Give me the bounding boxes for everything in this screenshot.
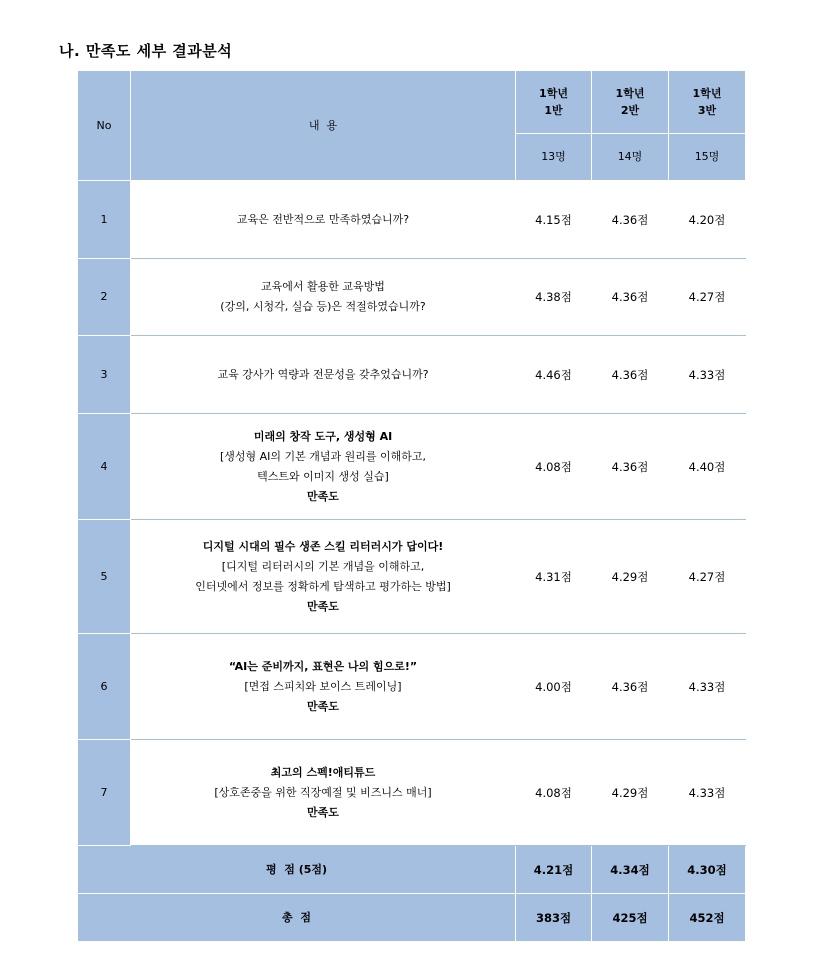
score-cell: 4.33점 <box>669 740 746 846</box>
score-cell: 4.20점 <box>669 181 746 259</box>
row-content <box>131 634 516 740</box>
row-title: “AI는 준비까지, 표현은 나의 힘으로!” <box>228 659 418 673</box>
row-suffix: 만족도 <box>307 489 339 503</box>
total-row-score: 383점 <box>516 894 592 942</box>
average-row-label: 평 점 (5점) <box>78 846 516 894</box>
row-description-line: [디지털 리터러시의 기본 개념을 이해하고, <box>221 559 425 573</box>
header-row <box>78 71 746 134</box>
row-description-line: 교육에서 활용한 교육방법 <box>261 280 385 293</box>
average-row-score: 4.30점 <box>669 846 746 894</box>
header-class-2-class: 2반 <box>620 104 640 117</box>
row-number: 2 <box>78 259 131 336</box>
row-content <box>131 740 516 846</box>
row-number: 4 <box>78 414 131 520</box>
score-cell: 4.40점 <box>669 414 746 520</box>
row-content <box>131 336 516 414</box>
table-row <box>78 414 746 520</box>
row-title: 미래의 창작 도구, 생성형 AI <box>253 429 393 443</box>
row-number: 7 <box>78 740 131 846</box>
table-row <box>78 181 746 259</box>
header-no: No <box>78 71 131 181</box>
header-class-1-grade: 1학년 <box>539 87 568 100</box>
row-description-line: 텍스트와 이미지 생성 실습] <box>257 469 389 483</box>
score-cell: 4.36점 <box>592 414 669 520</box>
row-description-line: [면접 스피치와 보이스 트레이닝] <box>244 679 402 693</box>
score-cell: 4.36점 <box>592 634 669 740</box>
score-cell: 4.29점 <box>592 740 669 846</box>
table-row <box>78 634 746 740</box>
row-suffix: 만족도 <box>307 805 339 819</box>
header-class-1 <box>516 71 592 134</box>
score-cell: 4.33점 <box>669 336 746 414</box>
row-title: 최고의 스펙!애티튜드 <box>270 765 376 779</box>
row-content <box>131 181 516 259</box>
score-cell: 4.36점 <box>592 259 669 336</box>
header-class-3 <box>669 71 746 134</box>
table-row <box>78 740 746 846</box>
row-description-line: 인터넷에서 정보를 정확하게 탐색하고 평가하는 방법] <box>195 579 451 593</box>
header-count-1: 13명 <box>516 134 592 181</box>
score-cell: 4.27점 <box>669 520 746 634</box>
score-cell: 4.29점 <box>592 520 669 634</box>
row-number: 5 <box>78 520 131 634</box>
score-cell: 4.31점 <box>516 520 592 634</box>
header-class-1-class: 1반 <box>544 104 563 117</box>
score-cell: 4.08점 <box>516 740 592 846</box>
average-row <box>78 846 746 894</box>
row-title: 디지털 시대의 필수 생존 스킬 리터러시가 답이다! <box>202 539 444 553</box>
total-row <box>78 894 746 942</box>
header-content: 내 용 <box>131 71 516 181</box>
score-cell: 4.36점 <box>592 181 669 259</box>
score-cell: 4.46점 <box>516 336 592 414</box>
header-class-3-grade: 1학년 <box>692 87 722 100</box>
total-row-score: 425점 <box>592 894 669 942</box>
row-description-line: 교육 강사가 역량과 전문성을 갖추었습니까? <box>217 367 429 381</box>
header-class-2-grade: 1학년 <box>615 87 645 100</box>
row-description-line: (강의, 시청각, 실습 등)은 적절하였습니까? <box>220 300 426 313</box>
score-cell: 4.36점 <box>592 336 669 414</box>
row-description-line: [생성형 AI의 기본 개념과 원리를 이해하고, <box>219 449 427 463</box>
table-row <box>78 520 746 634</box>
row-suffix: 만족도 <box>307 699 339 713</box>
average-row-score: 4.21점 <box>516 846 592 894</box>
score-cell: 4.27점 <box>669 259 746 336</box>
score-cell: 4.33점 <box>669 634 746 740</box>
row-suffix: 만족도 <box>307 599 339 613</box>
section-heading: 나. 만족도 세부 결과분석 <box>59 42 233 60</box>
score-cell: 4.38점 <box>516 259 592 336</box>
score-cell: 4.15점 <box>516 181 592 259</box>
row-content <box>131 259 516 336</box>
header-count-3: 15명 <box>669 134 746 181</box>
total-row-score: 452점 <box>669 894 746 942</box>
satisfaction-table <box>77 70 746 942</box>
score-cell: 4.00점 <box>516 634 592 740</box>
row-content <box>131 520 516 634</box>
row-number: 3 <box>78 336 131 414</box>
table-row <box>78 336 746 414</box>
row-content <box>131 414 516 520</box>
header-class-2 <box>592 71 669 134</box>
row-number: 1 <box>78 181 131 259</box>
row-description-line: [상호존중을 위한 직장예절 및 비즈니스 매너] <box>214 785 432 799</box>
average-row-score: 4.34점 <box>592 846 669 894</box>
header-class-3-class: 3반 <box>697 104 717 117</box>
row-number: 6 <box>78 634 131 740</box>
row-description-line: 교육은 전반적으로 만족하였습니까? <box>236 212 410 226</box>
header-count-2: 14명 <box>592 134 669 181</box>
total-row-label: 총 점 <box>78 894 516 942</box>
score-cell: 4.08점 <box>516 414 592 520</box>
table-row <box>78 259 746 336</box>
